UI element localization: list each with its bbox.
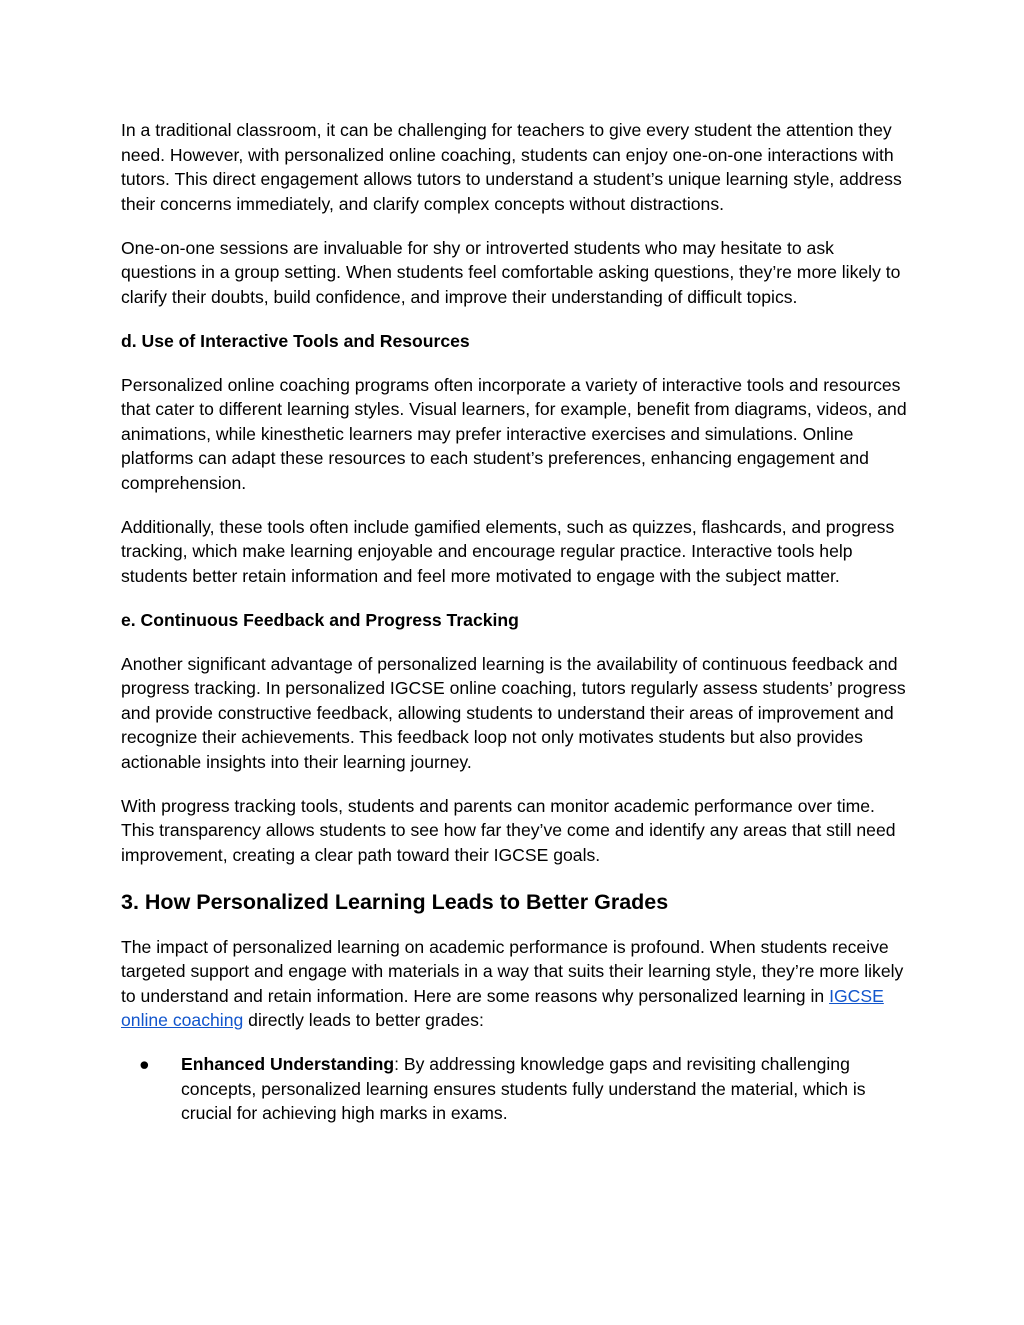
paragraph-impact-text-end: directly leads to better grades: <box>243 1010 484 1030</box>
bullet-icon: ● <box>139 1054 150 1074</box>
reasons-list <box>121 1052 911 1126</box>
paragraph-impact-text: The impact of personalized learning on academic performance is profound. When students receive targeted support and engage with materials in a way that suits their learning style, they’re more likely to understand and retain information. Here are some reasons why personalized learning in <box>121 936 904 1006</box>
heading-interactive-tools: d. Use of Interactive Tools and Resources <box>121 330 470 351</box>
list-item-title: Enhanced Understanding <box>181 1054 395 1074</box>
paragraph-continuous-feedback: Another significant advantage of personalized learning is the availability of continuous feedback and progress tracking. In personalized IGCSE online coaching, tutors regularly assess students’ progress and provide constructive feedback, allowing students to understand their areas of improvement and recognize their achievements. This feedback loop not only motivates students but also provides actionable insights into their learning journey. <box>121 653 906 772</box>
paragraph-progress-tracking: With progress tracking tools, students and parents can monitor academic performance over time. This transparency allows students to see how far they’ve come and identify any areas that still need improvement, creating a clear path toward their IGCSE goals. <box>121 795 896 865</box>
section-3-title: 3. How Personalized Learning Leads to Better Grades <box>121 889 669 914</box>
paragraph-gamified-elements: Additionally, these tools often include gamified elements, such as quizzes, flashcards, and progress tracking, which make learning enjoyable and encourage regular practice. Interactive tools help students better retain information and feel more motivated to engage with the subject matter. <box>121 516 895 586</box>
igcse-online-coaching-link[interactable]: IGCSE online coaching <box>121 985 884 1030</box>
list-item-text: : By addressing knowledge gaps and revisiting challenging concepts, personalized learning ensures students fully understand the material, which is crucial for achieving high marks in exams. <box>181 1054 866 1123</box>
paragraph-shy-students: One-on-one sessions are invaluable for shy or introverted students who may hesitate to ask questions in a group setting. When students feel comfortable asking questions, they’re more likely to clarify their doubts, build confidence, and improve their understanding of difficult topics. <box>121 237 901 307</box>
paragraph-interactive-tools: Personalized online coaching programs often incorporate a variety of interactive tools and resources that cater to different learning styles. Visual learners, for example, benefit from diagrams, videos, and animations, while kinesthetic learners may prefer interactive exercises and simulations. Online platforms can adapt these resources to each student’s preferences, enhancing engagement and comprehension. <box>121 374 907 493</box>
heading-continuous-feedback: e. Continuous Feedback and Progress Tracking <box>121 609 519 630</box>
paragraph-one-on-one-intro: In a traditional classroom, it can be challenging for teachers to give every student the attention they need. However, with personalized online coaching, students can enjoy one-on-one interactions with tutors. This direct engagement allows tutors to understand a student’s unique learning style, address their concerns immediately, and clarify complex concepts without distractions. <box>121 120 902 214</box>
document-page <box>121 118 911 1126</box>
paragraph-impact <box>121 935 911 1033</box>
list-item <box>121 1052 911 1126</box>
